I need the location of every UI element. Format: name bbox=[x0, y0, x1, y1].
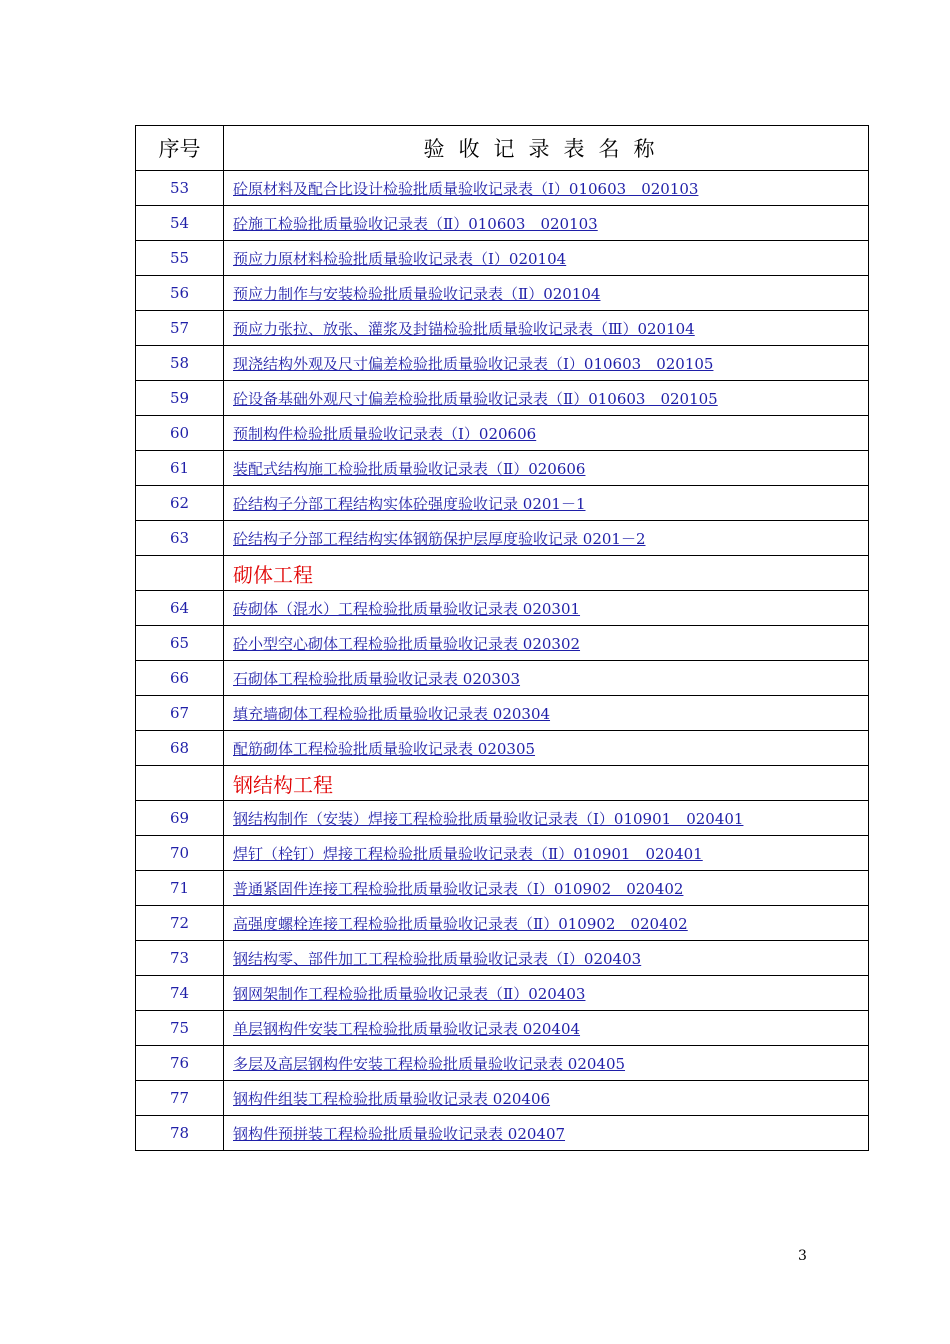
table-row bbox=[136, 941, 869, 976]
record-link[interactable]: 钢构件预拼装工程检验批质量验收记录表 020407 bbox=[233, 1124, 566, 1143]
row-serial-number: 68 bbox=[136, 731, 224, 766]
record-name-cell bbox=[224, 451, 869, 486]
table-row bbox=[136, 241, 869, 276]
table-header-row bbox=[136, 126, 869, 171]
record-name-cell bbox=[224, 1011, 869, 1046]
record-link[interactable]: 砼施工检验批质量验收记录表（Ⅱ）010603 020103 bbox=[233, 214, 598, 233]
table-row bbox=[136, 1116, 869, 1151]
row-serial-number: 62 bbox=[136, 486, 224, 521]
record-name-cell bbox=[224, 591, 869, 626]
record-name-cell bbox=[224, 171, 869, 206]
record-name-cell bbox=[224, 381, 869, 416]
table-row bbox=[136, 731, 869, 766]
record-link[interactable]: 砼原材料及配合比设计检验批质量验收记录表（Ⅰ）010603 020103 bbox=[233, 179, 699, 198]
row-serial-number: 61 bbox=[136, 451, 224, 486]
record-link[interactable]: 钢结构制作（安装）焊接工程检验批质量验收记录表（Ⅰ）010901 020401 bbox=[233, 809, 744, 828]
table-row bbox=[136, 1011, 869, 1046]
table-row bbox=[136, 976, 869, 1011]
row-serial-number: 76 bbox=[136, 1046, 224, 1081]
table-row bbox=[136, 206, 869, 241]
record-link[interactable]: 填充墙砌体工程检验批质量验收记录表 020304 bbox=[233, 704, 551, 723]
row-serial-number bbox=[136, 766, 224, 801]
record-link[interactable]: 钢网架制作工程检验批质量验收记录表（Ⅱ）020403 bbox=[233, 984, 586, 1003]
header-serial-number: 序号 bbox=[136, 126, 224, 171]
table-row bbox=[136, 661, 869, 696]
record-link[interactable]: 砼结构子分部工程结构实体砼强度验收记录 0201－1 bbox=[233, 494, 586, 513]
record-link[interactable]: 石砌体工程检验批质量验收记录表 020303 bbox=[233, 669, 521, 688]
table-row bbox=[136, 346, 869, 381]
record-name-cell bbox=[224, 1081, 869, 1116]
row-serial-number: 66 bbox=[136, 661, 224, 696]
table-row bbox=[136, 451, 869, 486]
row-serial-number: 55 bbox=[136, 241, 224, 276]
table-row bbox=[136, 381, 869, 416]
record-link[interactable]: 砼结构子分部工程结构实体钢筋保护层厚度验收记录 0201－2 bbox=[233, 529, 646, 548]
row-serial-number: 63 bbox=[136, 521, 224, 556]
record-link[interactable]: 预应力制作与安装检验批质量验收记录表（Ⅱ）020104 bbox=[233, 284, 601, 303]
table-row bbox=[136, 311, 869, 346]
row-serial-number: 73 bbox=[136, 941, 224, 976]
table-row bbox=[136, 416, 869, 451]
record-link[interactable]: 高强度螺栓连接工程检验批质量验收记录表（Ⅱ）010902 020402 bbox=[233, 914, 688, 933]
row-serial-number: 59 bbox=[136, 381, 224, 416]
table-row bbox=[136, 801, 869, 836]
record-name-cell bbox=[224, 731, 869, 766]
table-row bbox=[136, 906, 869, 941]
record-name-cell bbox=[224, 346, 869, 381]
row-serial-number: 69 bbox=[136, 801, 224, 836]
row-serial-number: 58 bbox=[136, 346, 224, 381]
row-serial-number: 77 bbox=[136, 1081, 224, 1116]
record-name-cell bbox=[224, 801, 869, 836]
page-number: 3 bbox=[798, 1248, 807, 1264]
record-link[interactable]: 单层钢构件安装工程检验批质量验收记录表 020404 bbox=[233, 1019, 581, 1038]
row-serial-number: 53 bbox=[136, 171, 224, 206]
section-row bbox=[136, 766, 869, 801]
record-name-cell bbox=[224, 206, 869, 241]
section-title: 钢结构工程 bbox=[224, 766, 869, 801]
record-name-cell bbox=[224, 521, 869, 556]
row-serial-number: 78 bbox=[136, 1116, 224, 1151]
row-serial-number: 67 bbox=[136, 696, 224, 731]
table-row bbox=[136, 171, 869, 206]
record-name-cell bbox=[224, 871, 869, 906]
row-serial-number: 65 bbox=[136, 626, 224, 661]
row-serial-number: 72 bbox=[136, 906, 224, 941]
record-name-cell bbox=[224, 976, 869, 1011]
record-link[interactable]: 砼小型空心砌体工程检验批质量验收记录表 020302 bbox=[233, 634, 581, 653]
record-name-cell bbox=[224, 486, 869, 521]
record-link[interactable]: 钢构件组装工程检验批质量验收记录表 020406 bbox=[233, 1089, 551, 1108]
row-serial-number: 60 bbox=[136, 416, 224, 451]
record-name-cell bbox=[224, 906, 869, 941]
row-serial-number: 74 bbox=[136, 976, 224, 1011]
record-table bbox=[135, 125, 869, 1151]
record-link[interactable]: 普通紧固件连接工程检验批质量验收记录表（Ⅰ）010902 020402 bbox=[233, 879, 684, 898]
record-name-cell bbox=[224, 941, 869, 976]
row-serial-number: 57 bbox=[136, 311, 224, 346]
record-name-cell bbox=[224, 276, 869, 311]
record-name-cell bbox=[224, 416, 869, 451]
record-link[interactable]: 现浇结构外观及尺寸偏差检验批质量验收记录表（Ⅰ）010603 020105 bbox=[233, 354, 714, 373]
record-name-cell bbox=[224, 836, 869, 871]
row-serial-number: 70 bbox=[136, 836, 224, 871]
record-name-cell bbox=[224, 661, 869, 696]
row-serial-number: 71 bbox=[136, 871, 224, 906]
record-link[interactable]: 预制构件检验批质量验收记录表（Ⅰ）020606 bbox=[233, 424, 537, 443]
record-name-cell bbox=[224, 626, 869, 661]
record-link[interactable]: 装配式结构施工检验批质量验收记录表（Ⅱ）020606 bbox=[233, 459, 586, 478]
row-serial-number: 54 bbox=[136, 206, 224, 241]
table-row bbox=[136, 871, 869, 906]
row-serial-number bbox=[136, 556, 224, 591]
header-record-name: 验收记录表名称 bbox=[224, 126, 869, 171]
table-row bbox=[136, 486, 869, 521]
table-row bbox=[136, 521, 869, 556]
table-row bbox=[136, 626, 869, 661]
record-link[interactable]: 多层及高层钢构件安装工程检验批质量验收记录表 020405 bbox=[233, 1054, 626, 1073]
record-link[interactable]: 预应力原材料检验批质量验收记录表（Ⅰ）020104 bbox=[233, 249, 567, 268]
record-link[interactable]: 预应力张拉、放张、灌浆及封锚检验批质量验收记录表（Ⅲ）020104 bbox=[233, 319, 695, 338]
table-row bbox=[136, 591, 869, 626]
section-title: 砌体工程 bbox=[224, 556, 869, 591]
record-name-cell bbox=[224, 696, 869, 731]
record-link[interactable]: 砼设备基础外观尺寸偏差检验批质量验收记录表（Ⅱ）010603 020105 bbox=[233, 389, 718, 408]
record-name-cell bbox=[224, 241, 869, 276]
record-link[interactable]: 配筋砌体工程检验批质量验收记录表 020305 bbox=[233, 739, 536, 758]
table-row bbox=[136, 696, 869, 731]
record-link[interactable]: 钢结构零、部件加工工程检验批质量验收记录表（Ⅰ）020403 bbox=[233, 949, 642, 968]
table-row bbox=[136, 836, 869, 871]
record-name-cell bbox=[224, 1116, 869, 1151]
record-link[interactable]: 焊钉（栓钉）焊接工程检验批质量验收记录表（Ⅱ）010901 020401 bbox=[233, 844, 703, 863]
table-body bbox=[136, 171, 869, 1151]
row-serial-number: 64 bbox=[136, 591, 224, 626]
row-serial-number: 56 bbox=[136, 276, 224, 311]
record-name-cell bbox=[224, 1046, 869, 1081]
table-row bbox=[136, 1081, 869, 1116]
table-row bbox=[136, 1046, 869, 1081]
row-serial-number: 75 bbox=[136, 1011, 224, 1046]
record-name-cell bbox=[224, 311, 869, 346]
table-row bbox=[136, 276, 869, 311]
section-row bbox=[136, 556, 869, 591]
record-link[interactable]: 砖砌体（混水）工程检验批质量验收记录表 020301 bbox=[233, 599, 581, 618]
